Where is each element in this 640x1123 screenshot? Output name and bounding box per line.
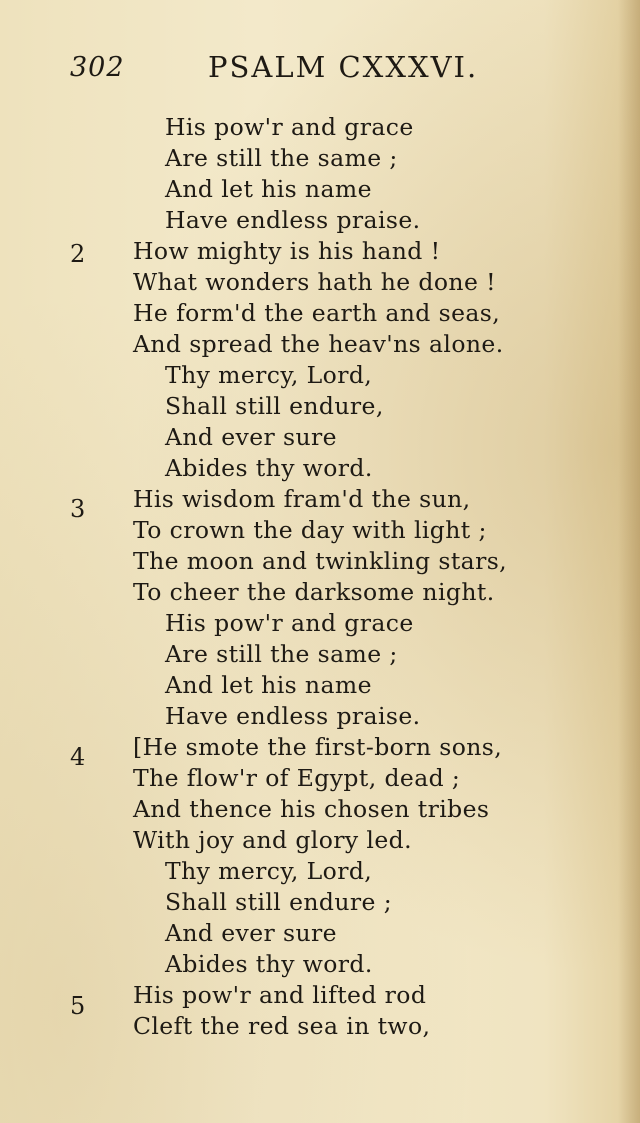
- verse-line: Are still the same ;: [165, 640, 398, 668]
- verse-line: Thy mercy, Lord,: [165, 857, 373, 885]
- stanza-number: 3: [70, 495, 86, 523]
- verse-line: And let his name: [165, 671, 372, 699]
- verse-line: What wonders hath he done !: [133, 268, 496, 296]
- verse-line: Shall still endure,: [165, 392, 384, 420]
- verse-line: How mighty is his hand !: [133, 237, 441, 265]
- verse-line: And let his name: [165, 175, 372, 203]
- verse-line: His pow'r and grace: [165, 609, 414, 637]
- verse-line: Abides thy word.: [165, 454, 373, 482]
- verse-line: Have endless praise.: [165, 206, 421, 234]
- verse-line: His pow'r and lifted rod: [133, 981, 427, 1009]
- verse-line: And thence his chosen tribes: [133, 795, 490, 823]
- verse-line: The flow'r of Egypt, dead ;: [133, 764, 461, 792]
- verse-line: Thy mercy, Lord,: [165, 361, 373, 389]
- verse-line: And ever sure: [165, 919, 337, 947]
- verse-line: The moon and twinkling stars,: [133, 547, 508, 575]
- running-head: PSALM CXXXVI.: [208, 50, 479, 84]
- verse-line: To cheer the darksome night.: [133, 578, 495, 606]
- verse-line: Abides thy word.: [165, 950, 373, 978]
- verse-line: Have endless praise.: [165, 702, 421, 730]
- verse-line: Are still the same ;: [165, 144, 398, 172]
- verse-line: Shall still endure ;: [165, 888, 393, 916]
- verse-line: [He smote the first-born sons,: [133, 733, 503, 761]
- verse-line: His pow'r and grace: [165, 113, 414, 141]
- stanza-number: 4: [70, 743, 86, 771]
- verse-line: And spread the heav'ns alone.: [133, 330, 504, 358]
- stanza-number: 5: [70, 992, 86, 1020]
- verse-line: And ever sure: [165, 423, 337, 451]
- verse-line: Cleft the red sea in two,: [133, 1012, 431, 1040]
- verse-line: With joy and glory led.: [133, 826, 412, 854]
- page-number: 302: [70, 52, 125, 83]
- verse-line: His wisdom fram'd the sun,: [133, 485, 471, 513]
- verse-line: To crown the day with light ;: [133, 516, 487, 544]
- page-edge-shading: [618, 0, 640, 1123]
- stanza-number: 2: [70, 240, 86, 268]
- verse-line: He form'd the earth and seas,: [133, 299, 501, 327]
